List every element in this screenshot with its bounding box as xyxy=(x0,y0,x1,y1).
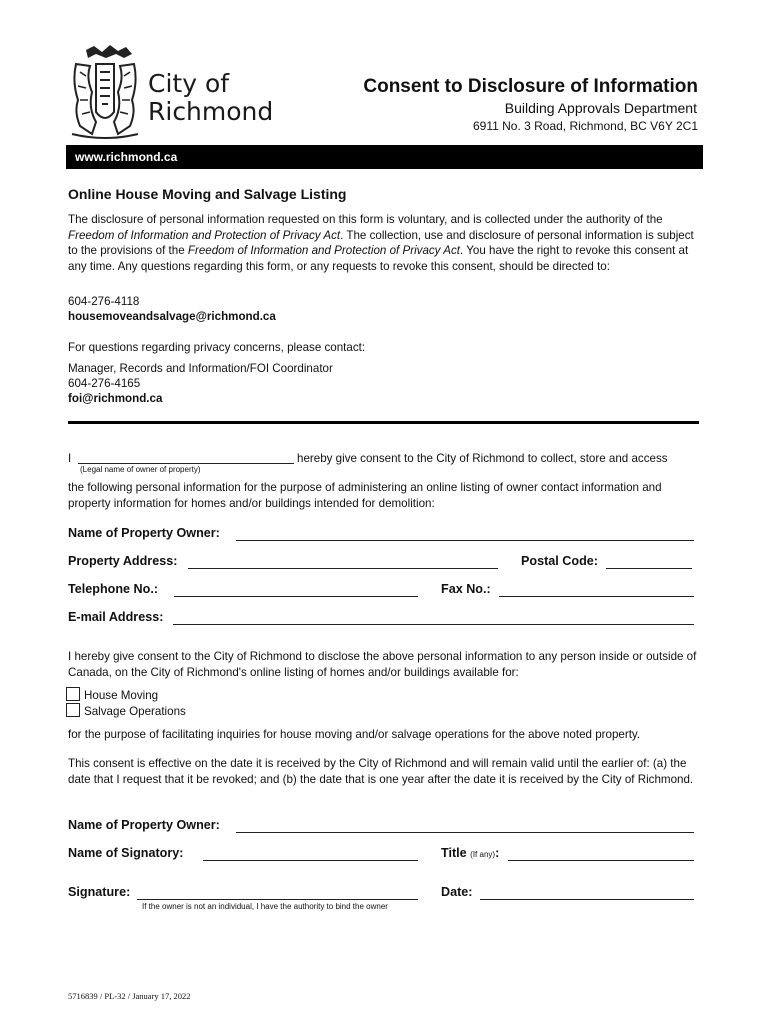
signoff-owner-field[interactable] xyxy=(236,832,694,833)
signatory-label: Name of Signatory: xyxy=(68,846,184,860)
document-title: Consent to Disclosure of Information xyxy=(363,76,698,97)
house-moving-checkbox[interactable] xyxy=(66,687,80,701)
owner-name-label: Name of Property Owner: xyxy=(68,526,220,540)
purpose-paragraph: for the purpose of facilitating inquiries for house moving and/or salvage operations for the above noted property. xyxy=(68,728,641,741)
postal-code-label: Postal Code: xyxy=(521,554,598,568)
owner-name-field[interactable] xyxy=(236,540,694,541)
form-reference-footer: 5716839 / PL-32 / January 17, 2022 xyxy=(68,991,191,1001)
foi-contact-email[interactable]: foi@richmond.ca xyxy=(68,392,163,405)
disclose-paragraph: I hereby give consent to the City of Richmond to disclose the above personal information to any person inside or outside of Canada, on the City of Richmond's online listing of homes and/or buildings available for: xyxy=(68,650,697,679)
city-name xyxy=(148,70,273,126)
intro-paragraph xyxy=(68,212,700,274)
effective-paragraph: This consent is effective on the date it is received by the City of Richmond and will remain valid until the earlier of: (a) the date that I request that it be revoked; and (b) the date that is one year after the date it is received by the City of Richmond. xyxy=(68,757,694,786)
intro-text-3: . You have the right to revoke this consent at any time. Any questions regarding this form, or any requests to revoke this consent, should be directed to: xyxy=(68,244,689,273)
date-label: Date: xyxy=(441,885,473,899)
title-hint: (If any) xyxy=(470,850,496,859)
email-label: E-mail Address: xyxy=(68,610,164,624)
foi-contact-phone: 604-276-4165 xyxy=(68,377,141,390)
title-field[interactable] xyxy=(508,860,694,861)
intro-text-2: . The collection, use and disclosure of personal information is subject to the provisions of the xyxy=(68,228,694,257)
city-name-line1: City of xyxy=(148,69,230,98)
date-field[interactable] xyxy=(480,899,694,900)
telephone-label: Telephone No.: xyxy=(68,582,159,596)
privacy-prompt: For questions regarding privacy concerns, please contact: xyxy=(68,341,366,354)
signature-label: Signature: xyxy=(68,885,131,899)
contact-phone: 604-276-4118 xyxy=(68,295,140,308)
title-label-text: Title xyxy=(441,846,467,860)
section-title: Online House Moving and Salvage Listing xyxy=(68,186,347,202)
foi-contact-name: Manager, Records and Information/FOI Coordinator xyxy=(68,362,333,375)
signature-field[interactable] xyxy=(137,899,418,900)
house-moving-label: House Moving xyxy=(84,689,159,702)
website-bar xyxy=(66,145,703,169)
property-address-label: Property Address: xyxy=(68,554,178,568)
legal-name-field[interactable] xyxy=(78,463,294,464)
act-name-1: Freedom of Information and Protection of Privacy Act xyxy=(68,228,341,242)
house-moving-option[interactable] xyxy=(66,687,158,703)
consent-i: I xyxy=(68,452,72,465)
city-name-line2: Richmond xyxy=(148,97,274,126)
department-address: 6911 No. 3 Road, Richmond, BC V6Y 2C1 xyxy=(472,119,698,133)
salvage-checkbox[interactable] xyxy=(66,703,80,717)
legal-name-hint: (Legal name of owner of property) xyxy=(80,465,201,474)
telephone-field[interactable] xyxy=(174,596,418,597)
consent-statement: hereby give consent to the City of Richmond to collect, store and access xyxy=(297,452,668,465)
signoff-owner-label: Name of Property Owner: xyxy=(68,818,220,832)
postal-code-field[interactable] xyxy=(606,568,692,569)
intro-text-1: The disclosure of personal information requested on this form is voluntary, and is collected under the authority of the xyxy=(68,213,663,226)
section-divider xyxy=(68,421,699,424)
city-crest-icon xyxy=(66,42,144,140)
fax-field[interactable] xyxy=(499,596,694,597)
act-name-2: Freedom of Information and Protection of Privacy Act xyxy=(187,244,461,257)
website-link[interactable]: www.richmond.ca xyxy=(75,150,178,164)
email-field[interactable] xyxy=(173,624,694,625)
fax-label: Fax No.: xyxy=(441,582,491,596)
signature-authority-hint: If the owner is not an individual, I have the authority to bind the owner xyxy=(142,902,388,911)
contact-email[interactable]: housemoveandsalvage@richmond.ca xyxy=(68,310,276,323)
signatory-field[interactable] xyxy=(203,860,418,861)
salvage-label: Salvage Operations xyxy=(84,705,186,718)
title-colon: : xyxy=(495,846,500,860)
salvage-option[interactable] xyxy=(66,703,186,719)
department-name: Building Approvals Department xyxy=(504,100,697,116)
consent-purpose: the following personal information for the purpose of administering an online listing of owner contact information and property information for homes and/or buildings intended for demolition: xyxy=(68,481,662,510)
property-address-field[interactable] xyxy=(188,568,498,569)
title-label xyxy=(441,846,499,860)
